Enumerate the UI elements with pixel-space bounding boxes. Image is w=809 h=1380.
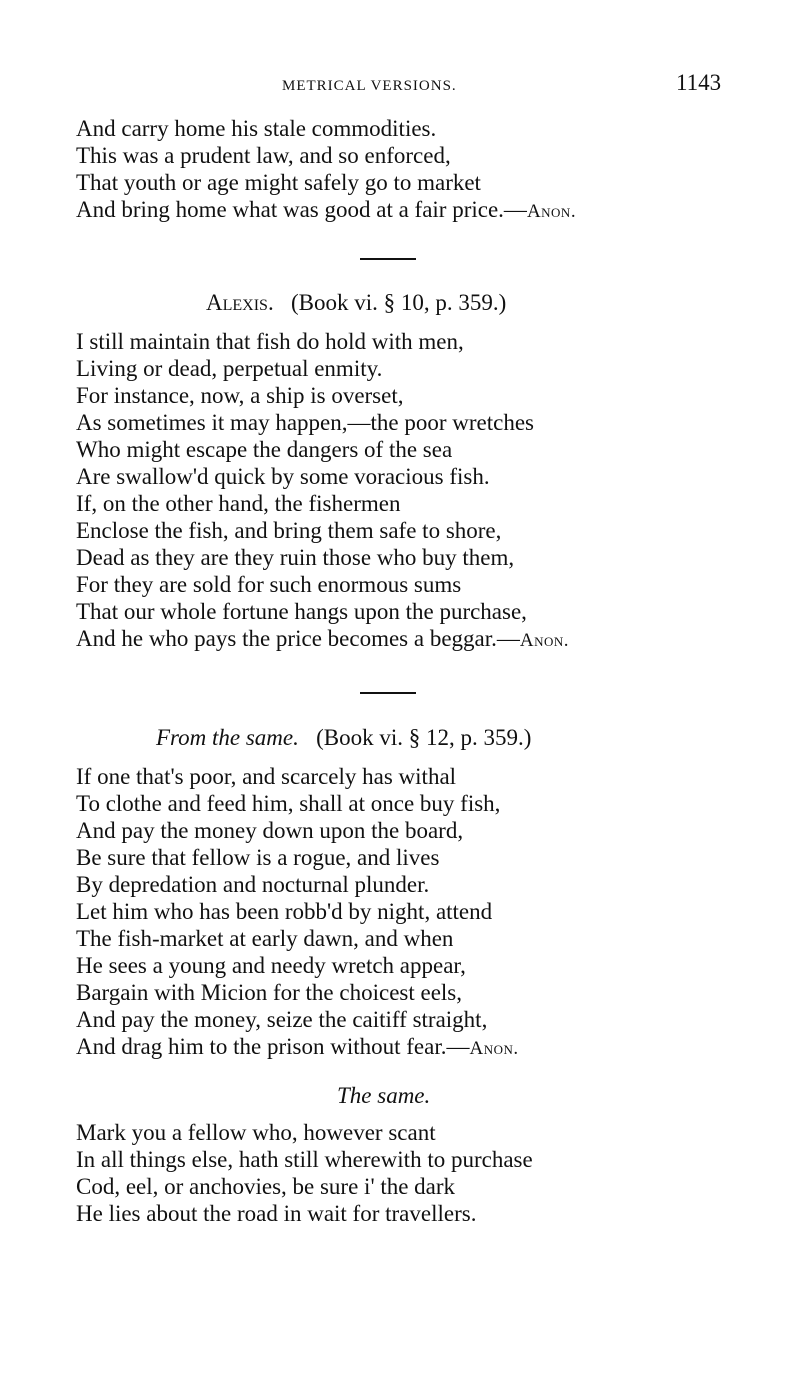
verse-line: Dead as they are they ruin those who buy them, xyxy=(76,545,515,570)
verse-line: If one that's poor, and scarcely has withal xyxy=(76,764,457,789)
attribution: Anon. xyxy=(519,630,570,651)
continuation-verse xyxy=(76,115,736,223)
verse-line: Mark you a fellow who, however scant xyxy=(76,1120,436,1145)
verse-line: And drag him to the prison without fear.—Anon. xyxy=(76,1034,519,1059)
verse-line: Who might escape the dangers of the sea xyxy=(76,437,453,462)
verse-line: And pay the money down upon the board, xyxy=(76,818,464,843)
verse-line: For they are sold for such enormous sums xyxy=(76,572,462,597)
page-number: 1143 xyxy=(676,70,722,95)
the-same-verse xyxy=(76,1119,736,1227)
section-title: From the same. xyxy=(156,725,299,750)
verse-line: Cod, eel, or anchovies, be sure i' the dark xyxy=(76,1174,456,1199)
section-heading-from-the-same xyxy=(156,725,531,751)
running-head: METRICAL VERSIONS. xyxy=(282,78,457,94)
attribution: Anon. xyxy=(526,201,577,222)
verse-line: Be sure that fellow is a rogue, and lives xyxy=(76,845,440,870)
verse-line: He sees a young and needy wretch appear, xyxy=(76,953,466,978)
book-reference: (Book vi. § 10, p. 359.) xyxy=(290,290,507,315)
verse-line: That youth or age might safely go to market xyxy=(76,170,481,195)
from-the-same-verse xyxy=(76,763,736,1060)
attribution: Anon. xyxy=(469,1038,519,1059)
verse-line: I still maintain that fish do hold with men, xyxy=(76,329,464,354)
verse-line: And carry home his stale commodities. xyxy=(76,116,437,141)
verse-line: Are swallow'd quick by some voracious fish. xyxy=(76,464,490,489)
verse-line: And bring home what was good at a fair price.—Anon. xyxy=(76,197,577,222)
section-divider xyxy=(360,692,416,694)
verse-line: By depredation and nocturnal plunder. xyxy=(76,872,430,897)
section-heading-alexis xyxy=(206,290,506,316)
verse-line: As sometimes it may happen,—the poor wretches xyxy=(76,410,534,435)
book-reference: (Book vi. § 12, p. 359.) xyxy=(316,725,532,750)
section-heading-the-same xyxy=(337,1083,430,1109)
verse-line: Enclose the fish, and bring them safe to shore, xyxy=(76,518,502,543)
section-title: The same. xyxy=(337,1083,431,1108)
verse-line: He lies about the road in wait for travellers. xyxy=(76,1201,477,1226)
verse-line: Let him who has been robb'd by night, attend xyxy=(76,899,493,924)
verse-line: To clothe and feed him, shall at once buy fish, xyxy=(76,791,501,816)
verse-line: The fish-market at early dawn, and when xyxy=(76,926,454,951)
author-name: Alexis. xyxy=(206,290,274,315)
verse-line: And pay the money, seize the caitiff straight, xyxy=(76,1007,488,1032)
verse-line: This was a prudent law, and so enforced, xyxy=(76,143,451,168)
verse-line: That our whole fortune hangs upon the purchase, xyxy=(76,599,527,624)
verse-line: If, on the other hand, the fishermen xyxy=(76,491,401,516)
verse-line: Living or dead, perpetual enmity. xyxy=(76,356,383,381)
verse-line: For instance, now, a ship is overset, xyxy=(76,383,404,408)
verse-line: And he who pays the price becomes a beggar.—Anon. xyxy=(76,626,570,651)
section-divider xyxy=(360,258,416,260)
alexis-verse xyxy=(76,328,736,652)
verse-line: Bargain with Micion for the choicest eels, xyxy=(76,980,463,1005)
verse-line: In all things else, hath still wherewith to purchase xyxy=(76,1147,533,1172)
